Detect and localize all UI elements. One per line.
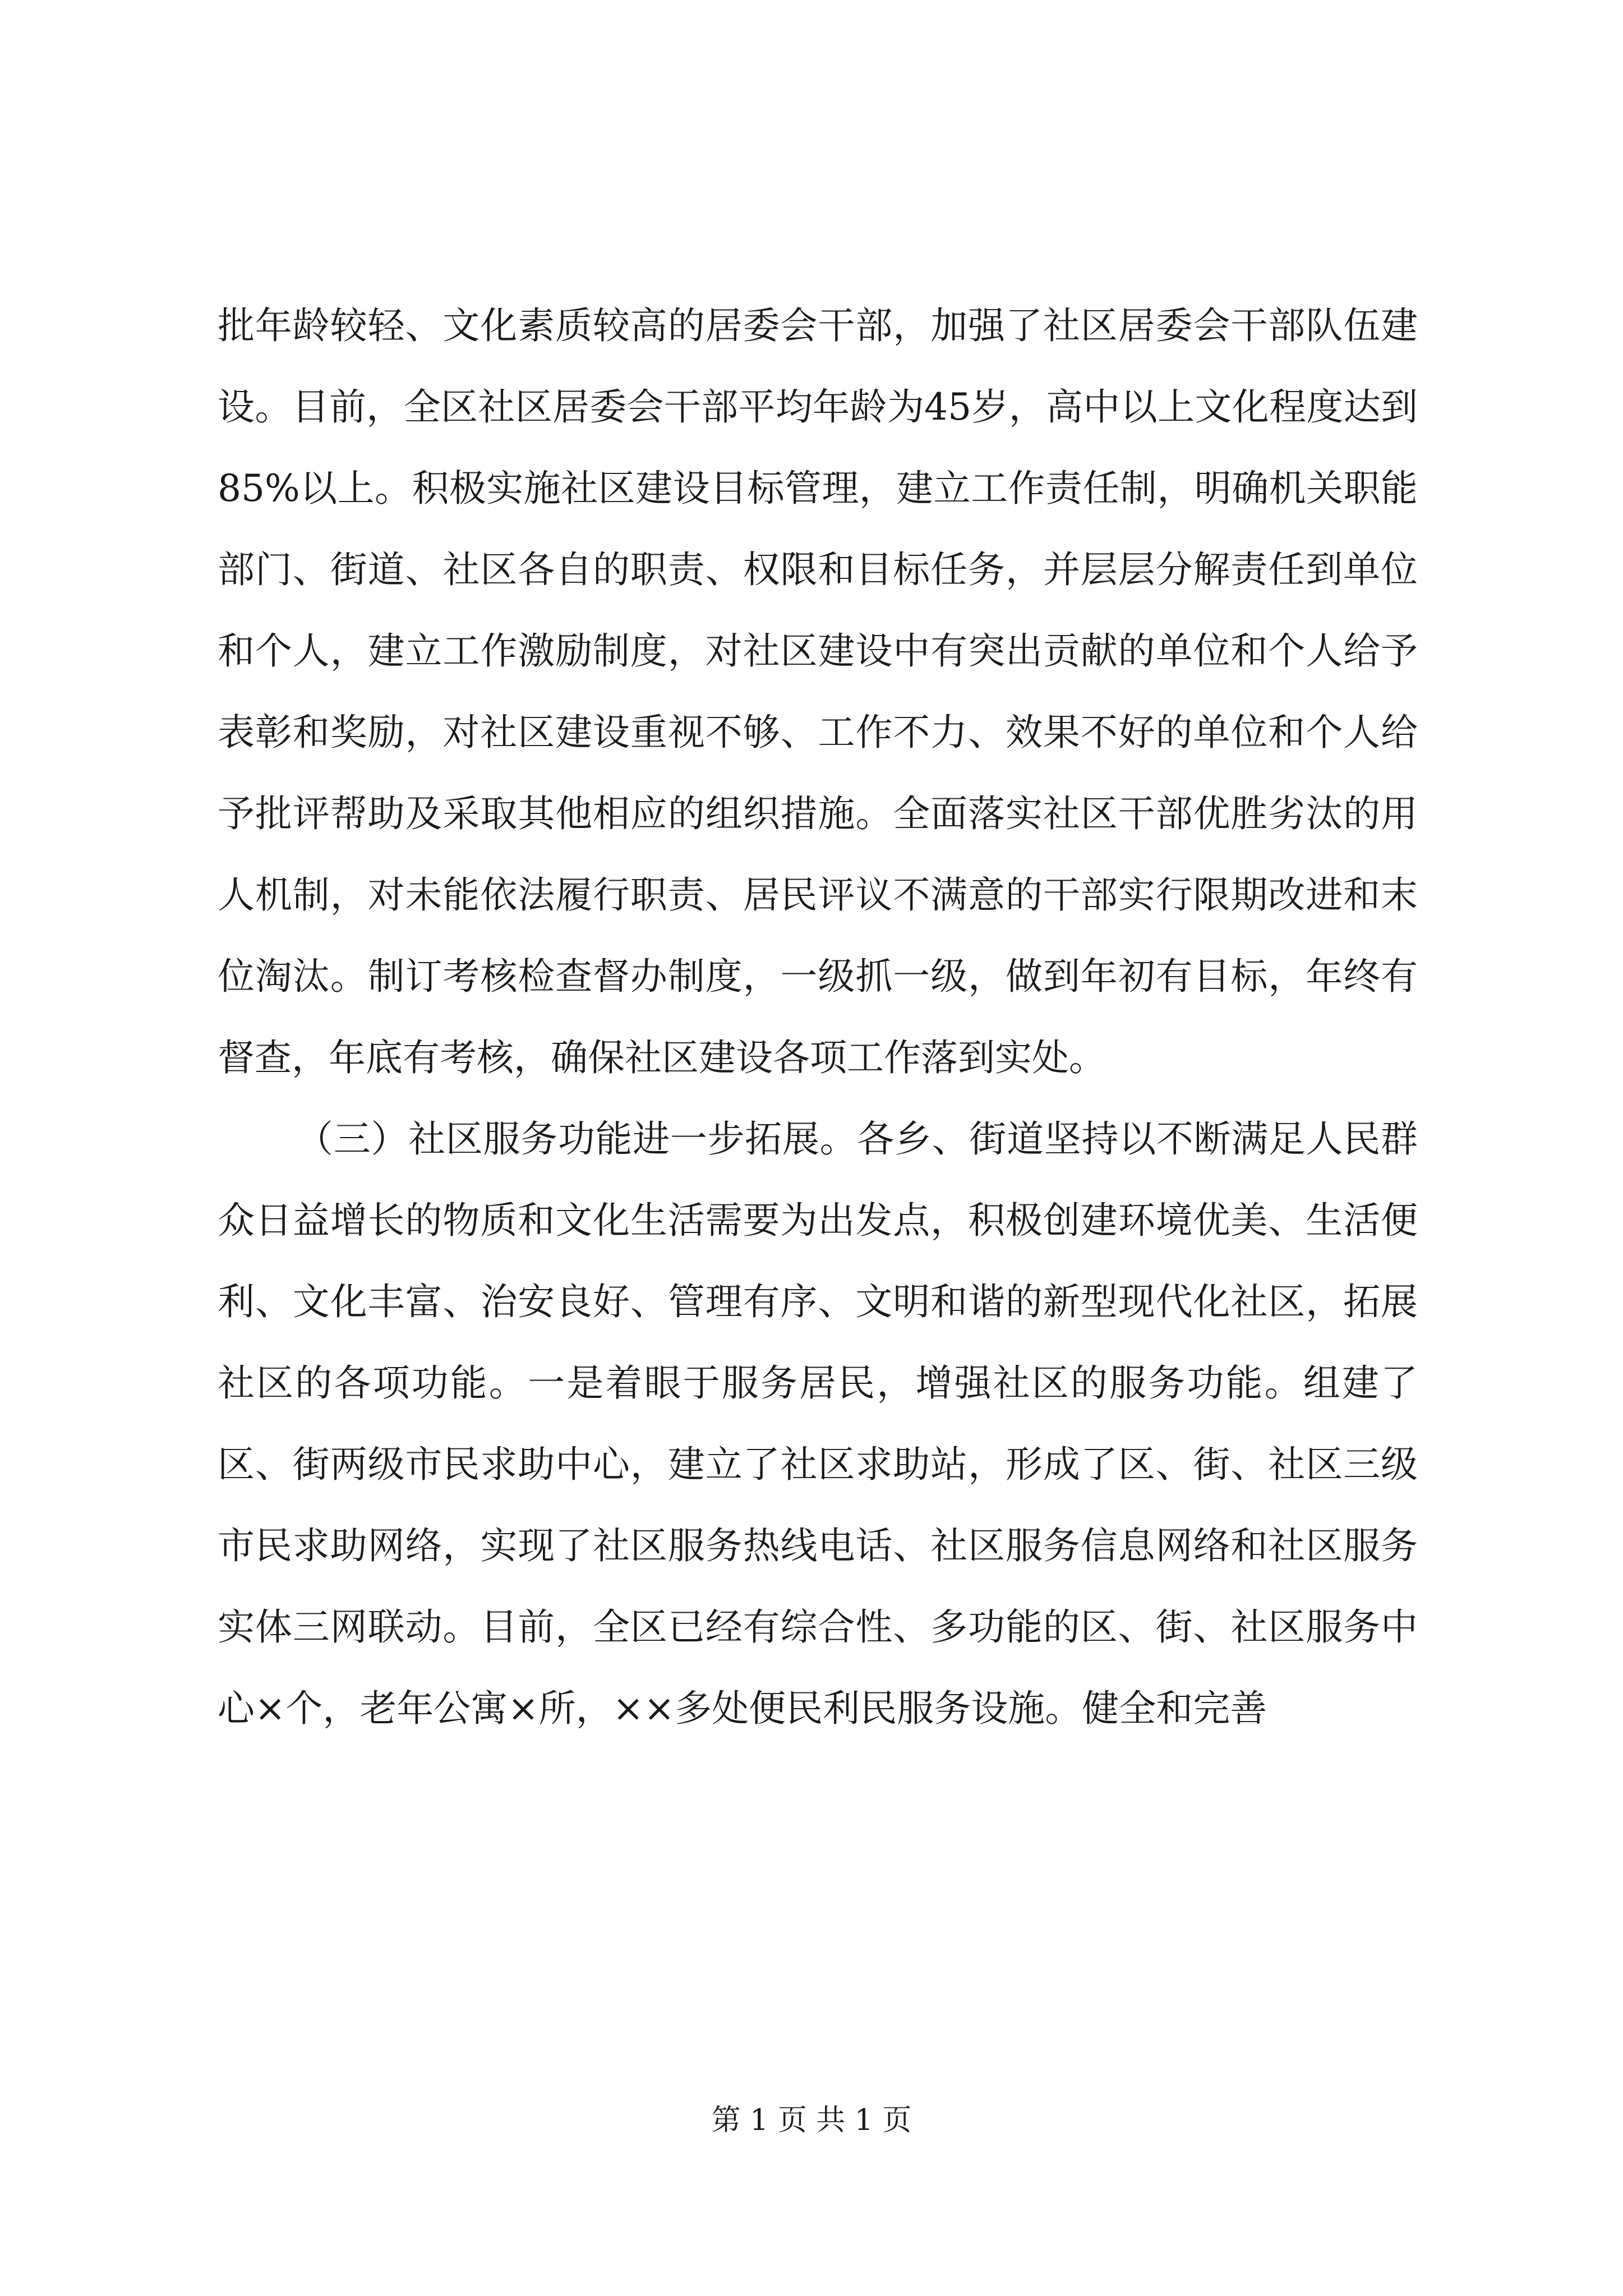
paragraph-section-three: （三）社区服务功能进一步拓展。各乡、街道坚持以不断满足人民群众日益增长的物质和文化生活需要为出发点，积极创建环境优美、生活便利、文化丰富、治安良好、管理有序、文明和谐的新型现代化社区，拓展社区的各项功能。一是着眼于服务居民，增强社区的服务功能。组建了区、街两级市民求助中心，建立了社区求助站，形成了区、街、社区三级市民求助网络，实现了社区服务热线电话、社区服务信息网络和社区服务实体三网联动。目前，全区已经有综合性、多功能的区、街、社区服务中心×个，老年公寓×所，××多处便民利民服务设施。健全和完善 bbox=[218, 1117, 1418, 1730]
paragraph-continuation: 批年龄较轻、文化素质较高的居委会干部，加强了社区居委会干部队伍建设。目前，全区社区居委会干部平均年龄为45岁，高中以上文化程度达到85%以上。积极实施社区建设目标管理，建立工作责任制，明确机关职能部门、街道、社区各自的职责、权限和目标任务，并层层分解责任到单位和个人，建立工作激励制度，对社区建设中有突出贡献的单位和个人给予表彰和奖励，对社区建设重视不够、工作不力、效果不好的单位和个人给予批评帮助及采取其他相应的组织措施。全面落实社区干部优胜劣汰的用人机制，对未能依法履行职责、居民评议不满意的干部实行限期改进和末位淘汰。制订考核检查督办制度，一级抓一级，做到年初有目标，年终有督查，年底有考核，确保社区建设各项工作落到实处。 bbox=[218, 304, 1418, 1079]
page-footer: 第 1 页 共 1 页 bbox=[711, 2104, 912, 2137]
document-body bbox=[218, 285, 1418, 1749]
